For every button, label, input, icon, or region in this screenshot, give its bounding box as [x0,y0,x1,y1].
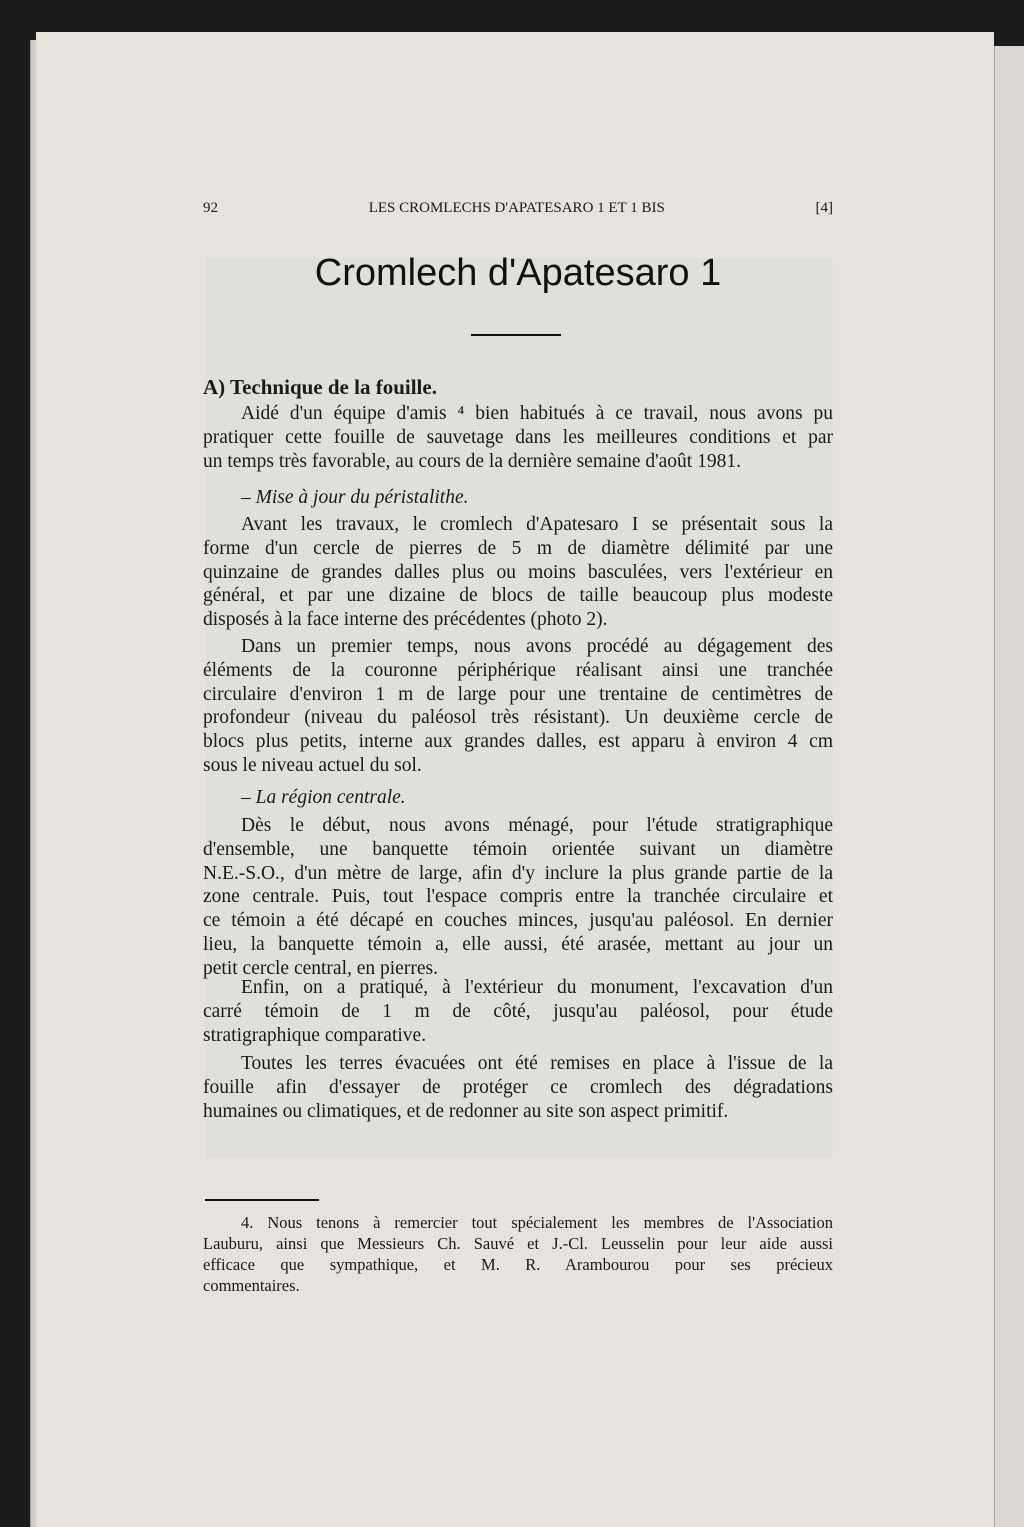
text-line: carré témoin de 1 m de côté, jusqu'au paléosol, pour étude [203,1000,833,1022]
text-line: stratigraphique comparative. [203,1024,427,1046]
footnote [203,1212,833,1296]
text-line: d'ensemble, une banquette témoin orientée suivant un diamètre [203,838,833,860]
text-line: zone centrale. Puis, tout l'espace compris entre la tranchée circulaire et [203,886,833,908]
text-line: général, et par une dizaine de blocs de taille beaucoup plus modeste [203,585,833,607]
text-line: 4. Nous tenons à remercier tout spécialement les membres de l'Association [241,1213,833,1232]
page-title: Cromlech d'Apatesaro 1 [314,252,722,294]
paragraph [203,814,833,981]
section-marker: [4] [815,200,833,216]
text-line: forme d'un cercle de pierres de 5 m de diamètre délimité par une [203,537,833,559]
paragraph [203,635,833,778]
next-page-edge [994,46,1024,1527]
text-line: – La région centrale. [241,787,406,808]
text-line: profondeur (niveau du paléosol très résistant). Un deuxième cercle de [203,707,833,729]
text-line: blocs plus petits, interne aux grandes dalles, est apparu à environ 4 cm [203,731,833,753]
page-number: 92 [203,200,218,216]
footnote-rule [205,1199,319,1201]
subheading [203,486,833,510]
subheading [203,786,833,810]
text-line: disposés à la face interne des précédentes (photo 2). [203,609,608,631]
text-line: petit cercle central, en pierres. [203,957,438,979]
text-line: éléments de la couronne périphérique réalisant ainsi une tranchée [203,659,833,681]
text-line: – Mise à jour du péristalithe. [241,487,469,508]
text-line: un temps très favorable, au cours de la dernière semaine d'août 1981. [203,450,741,472]
paragraph [203,1052,833,1123]
text-line: Aidé d'un équipe d'amis ⁴ bien habitués à ce travail, nous avons pu [241,403,833,424]
text-line: quinzaine de grandes dalles plus ou moins basculées, vers l'extérieur en [203,561,833,583]
text-line: fouille afin d'essayer de protéger ce cromlech des dégradations [203,1076,833,1098]
text-line: commentaires. [203,1276,300,1295]
text-line: sous le niveau actuel du sol. [203,754,422,776]
text-line: N.E.-S.O., d'un mètre de large, afin d'y inclure la plus grande partie de la [203,862,833,884]
text-line: pratiquer cette fouille de sauvetage dans les meilleures conditions et par [203,426,833,448]
paragraph [203,976,833,1047]
text-line: Toutes les terres évacuées ont été remises en place à l'issue de la [241,1053,833,1074]
paragraph [203,513,833,632]
text-line: efficace que sympathique, et M. R. Arambourou pour ses précieux [203,1255,833,1274]
text-line: ce témoin a été décapé en couches minces, jusqu'au paléosol. En dernier [203,910,833,932]
text-line: Lauburu, ainsi que Messieurs Ch. Sauvé et J.-Cl. Leusselin pour leur aide aussi [203,1234,833,1253]
running-head [203,200,833,217]
text-line: Dans un premier temps, nous avons procédé au dégagement des [241,636,833,657]
title-rule [471,334,561,336]
section-heading: A) Technique de la fouille. [203,375,437,399]
running-title: LES CROMLECHS D'APATESARO 1 ET 1 BIS [368,200,665,216]
text-line: lieu, la banquette témoin a, elle aussi, été arasée, mettant au jour un [203,933,833,955]
text-line: Enfin, on a pratiqué, à l'extérieur du monument, l'excavation d'un [241,977,833,998]
paragraph [203,402,833,473]
text-line: humaines ou climatiques, et de redonner au site son aspect primitif. [203,1100,729,1122]
text-line: circulaire d'environ 1 m de large pour une trentaine de centimètres de [203,683,833,705]
text-line: Dès le début, nous avons ménagé, pour l'étude stratigraphique [241,815,833,836]
text-line: Avant les travaux, le cromlech d'Apatesaro I se présentait sous la [241,514,833,535]
